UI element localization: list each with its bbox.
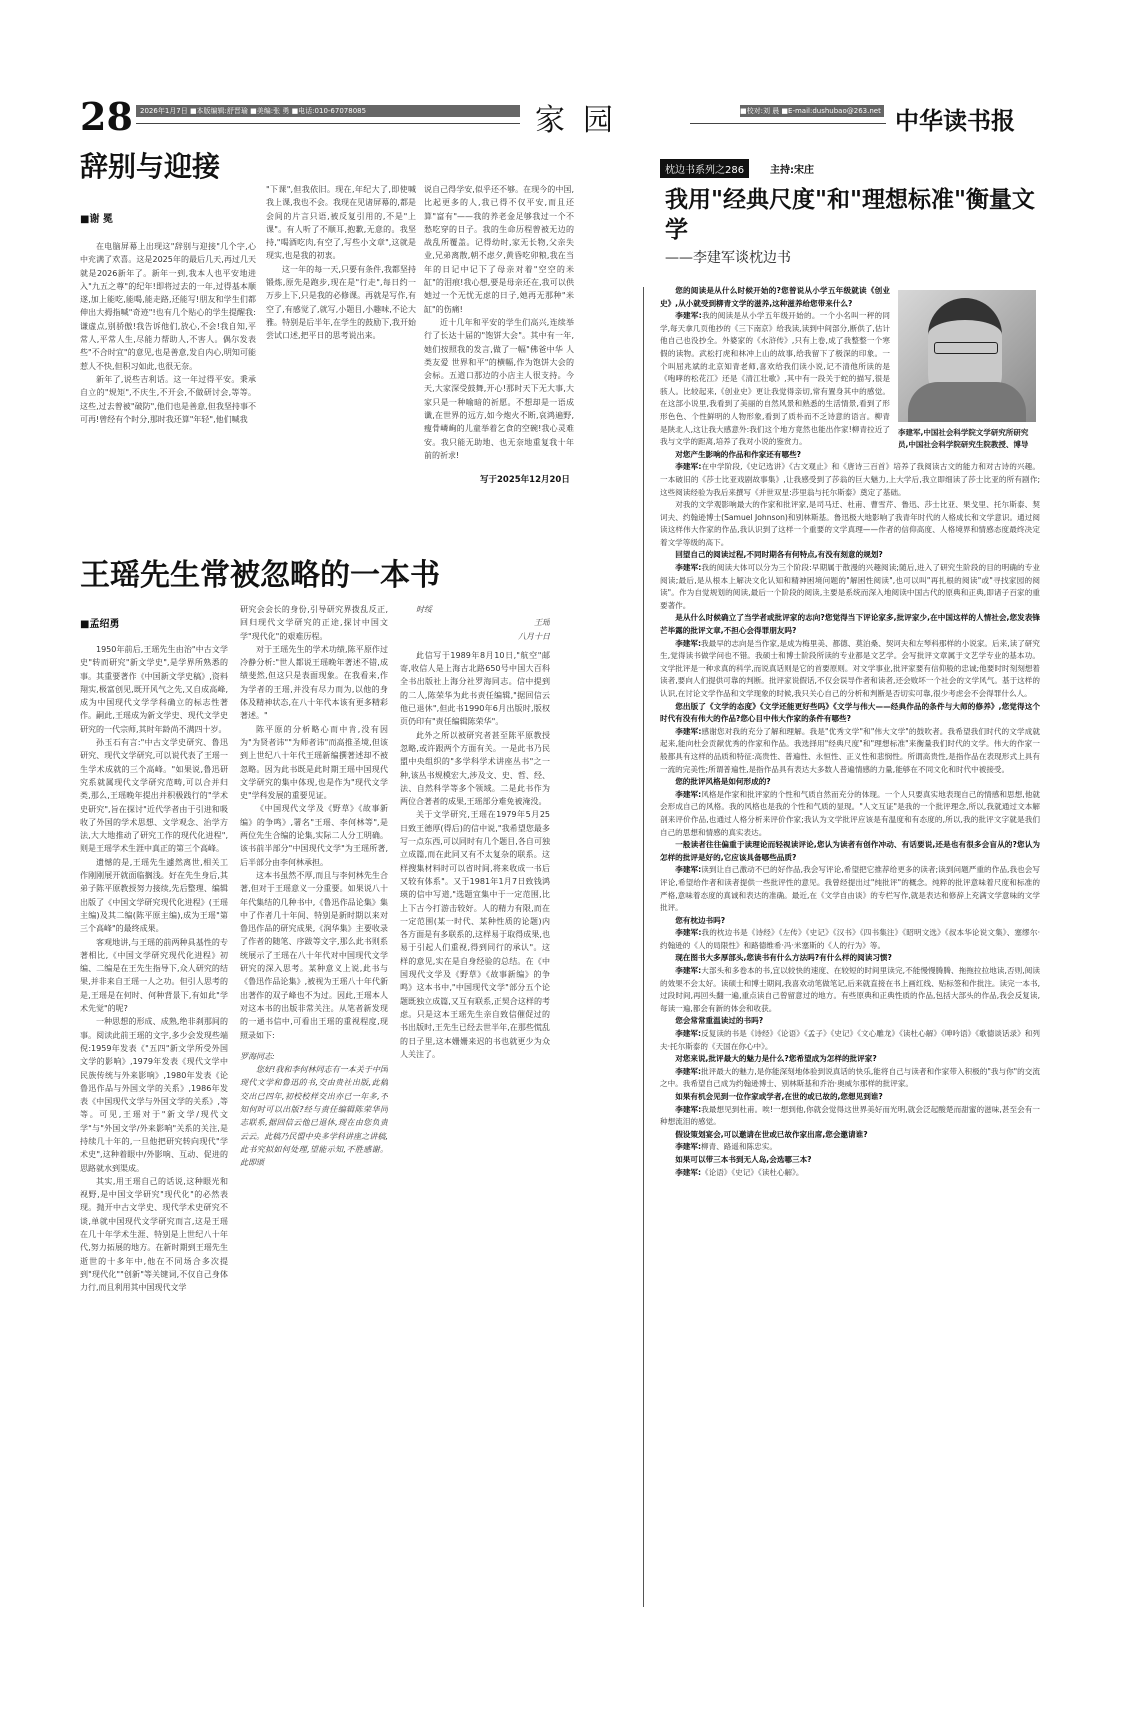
letter-date: 八月十日 (518, 631, 550, 641)
newspaper-page (80, 95, 1050, 1715)
paragraph: 说自己得学安,似乎还不够。在现今的中国,比起更多的人,我已得不仅平安,而且还算"富有"——我的养老金足够我过一个不愁吃穿的日子。我的生命历程曾被无边的战乱所覆盖。记得幼时,家无长物,父亲失业,兄弟离散,朝不虑夕,黄昏吃卯粮,我在当年的日记中记下了母亲对着"空空的米缸"的泪痕!我心想,要是母亲还在,我可以供她过一个无忧无虑的日子,她再无那种"米缸"的伤痛! (424, 185, 574, 314)
answer-text: 我的阅读大体可以分为三个阶段:早期属于散漫的兴趣阅读;随后,进入了研究生阶段的目的明确的专业阅读;最后,是从根本上解决文化认知和精神困境问题的"解困性阅读",也可以叫"再扎根的阅读"或"寻找家园的阅读"。作为自觉规划的阅读,最后一个阶段的阅读,主要是系统而深入地阅读中国古代的原典和正典,即诸子百家的重要著作。 (660, 563, 1040, 610)
article2-col1 (80, 643, 228, 1713)
paragraph: 近十几年和平安的学生们高兴,连续举行了长达十届的"饱饼大会"。其中有一年,她们按照我的发言,做了一幅"佛爸中华 人类友爱 世界和平"的横幅,作为饱饼大会的会标。五道口那边的小店主人很支持。今天,大家深受鼓舞,开心!那时天下无大事,大家只是一种喻暗的祈愿。不想却是一语成谶,在世界的远方,如今炮火不断,哀鸿遍野,瘦骨嶙峋的儿童举着乞食的空碗!我心灵难安。我只能无助地、也无奈地重复我十年前的祈求! (424, 317, 574, 460)
interview-question: 您会常常重温读过的书吗? (675, 1016, 764, 1026)
speaker-label: 李建军: (675, 928, 702, 938)
article1-signature: 写于2025年12月20日 (480, 475, 570, 485)
page-header (80, 95, 1050, 145)
paragraph: 其实,用王瑶自己的话说,这种眼光和视野,是中国文学研究"现代化"的必然表现。抛开中古文学史、现代学术史研究不谈,单就中国现代文学研究而言,这是王瑶在几十年学术生涯、特别是上世纪八十年代,努力拓展的地方。在新时期到王瑶先生逝世的十多年中,他在不同场合多次提到"现代化""创新"等关键词,不仅自己身体力行,而且利用其中国现代文学 (80, 1176, 228, 1293)
letter-salutation: 罗海同志: (240, 1051, 275, 1061)
speaker-label: 李建军: (675, 1142, 702, 1152)
article1-byline: ■谢 冕 (80, 214, 113, 225)
speaker-label: 李建军: (675, 1167, 702, 1177)
paragraph: 这本书虽然不厚,而且与李何林先生合著,但对于王瑶意义一分重要。如果说八十年代集结的几种书中,《鲁迅作品论集》集中了作者几十年间、特别是新时期以来对鲁迅作品的研究成果,《润华集》主要收录了作者的随笔、序跋等文字,那么此书则系统展示了王瑶在八十年代对中国现代文学研究的深入思考。某种意义上说,此书与《鲁迅作品论集》,被视为王瑶八十年代新出著作的双子峰也不为过。因此,王瑶本人对这本书的出版非常关注。从笔者新发现的一通书信中,可看出王瑶的重视程度,现照录如下: (240, 870, 388, 1040)
interview-answer (660, 562, 1040, 612)
interview-answer-continued: 对我的文学观影响最大的作家和批评家,是司马迁、杜甫、曹雪芹、鲁迅、莎士比亚、果戈里、托尔斯泰、契诃夫、约翰逊博士(Samuel Johnson)和别林斯基。鲁迅极大地影响了我青年时代的人格成长和文学意识。通过阅读这样伟大作家的作品,我认识到了这样一个重要的文学真理——作者的信仰高度、人格境界和情感态度最终决定着文学等级的高下。 (660, 500, 1040, 547)
speaker-label: 李建军: (675, 1104, 702, 1114)
interview-question: 您有枕边书吗? (675, 915, 726, 925)
paragraph: "下课",但我依旧。现在,年纪大了,即使喊我上课,我也不会。我现在见诸屏幕的,都是会间的片言只语,被反复引用的,不是"上课"。有人听了不顺耳,抱歉,无意的。我坚持,"喝酒吃肉,有空了,写些小文章",这就是现实,也是我的初衷。 (266, 185, 416, 261)
answer-text: 在中学阶段,《史记选讲》《古文观止》和《唐诗三百首》培养了我阅读古文的能力和对古诗的兴趣。一本破旧的《莎士比亚戏剧故事集》,让我感受到了莎翁的巨大魅力,上大学后,我立即细读了莎士比亚的所有剧作;这些阅读经验为我后来撰写《并世双星:莎里翁与托尔斯泰》奠定了基础。 (660, 462, 1040, 497)
interview-answer (660, 1066, 1040, 1091)
speaker-label: 李建军: (675, 1066, 702, 1076)
column-divider (643, 287, 644, 1607)
article3-title: 我用"经典尺度"和"理想标准"衡量文学 (665, 186, 1035, 243)
letter-sign: 王瑶 (534, 618, 550, 628)
speaker-label: 李建军: (675, 311, 702, 321)
paragraph: 遗憾的是,王瑶先生遽然离世,相关工作刚刚展开就面临搁浅。好在先生身后,其弟子陈平原教授努力接续,先后整理、编辑出版了《中国文学研究现代化进程》(王瑶主编)及其二编(陈平原主编),成为王瑶"第三个高峰"的最终成果。 (80, 857, 228, 934)
header-info-bar-right: ■校对:刘 晨 ■E-mail:dushubao@263.net (740, 105, 884, 117)
interview-answer (660, 1141, 1040, 1154)
interview-question: 一般读者往往偏重于读理论而轻视读评论,您认为读者有创作冲动、有话要说,还是也有很多会盲从的?您认为怎样的批评是好的,它应该具备哪些品质? (660, 840, 1040, 862)
article2-title: 王瑶先生常被忽略的一本书 (80, 558, 440, 593)
article2-byline: ■孟绍勇 (80, 619, 120, 630)
interview-question: 现在图书大多厚部头,您读书有什么方法吗?有什么样的阅读习惯? (675, 953, 892, 963)
host-label: 主持:宋庄 (770, 165, 814, 176)
interview-answer (660, 310, 890, 449)
answer-text: 我的阅读是从小学五年级开始的。一个小名叫一秤的同学,每天拿几页他抄的《三下南京》给我读,读到中间部分,断供了,估计他自己也没抄全。外婆家的《水浒传》,只有上卷,成了我整整一个寒假的读物。武松打虎和林冲上山的故事,给我留下了极深的印象。一个叫屈兆斌的北京知青老师,喜欢给我们读小说,记不清他所读的是《咆哮的松花江》还是《清江壮歌》,其中有一段关于蛇的描写,很是骇人。比较起来,《创业史》更让我觉得亲切,常有置身其中的感觉。在这部小说里,我看到了美丽的自然风景和熟悉的生活情景,看到了形形色色、个性鲜明的人物形象,看到了质朴而不乏诗意的语言。柳青是陕北人,这让我大感意外:我们这个地方竟然也能出作家!柳青拉近了我与文学的距离,培养了我对小说的鉴赏力。 (660, 311, 890, 447)
speaker-label: 李建军: (675, 865, 702, 875)
interview-question: 如果有机会见到一位作家或学者,在世的或已故的,您想见到谁? (675, 1092, 883, 1101)
interview-answer (660, 789, 1040, 839)
interview-answer (660, 1167, 1040, 1180)
article1-col3 (424, 183, 574, 461)
paragraph: 一种思想的形成、成熟,绝非刹那间的事。阅读此前王瑶的文字,多少会发现些端倪:1959年发表《"五四"新文学所受外国文学的影响》,1979年发表《现代文学中民族传统与外来影响》,1980年发表《论鲁迅作品与外国文学的关系》,1986年发表《中国现代文学与外国文学的关系》,等等。可见,王瑶对于"新文学/现代文学"与"外国文学/外来影响"关系的关注,是持续几十年的,一旦他把研究转向现代"学术史",这种着眼中/外影响、互动、促进的思路就水到渠成。 (80, 1017, 228, 1173)
interview-answer (660, 1028, 1040, 1053)
answer-text: 批评最大的魅力,是你能深刻地体验到说真话的快乐,能将自己与读者和作家带入积极的"我与你"的交流之中。我希望自己成为约翰逊博士、别林斯基和乔治·奥威尔那样的批评家。 (660, 1066, 1040, 1089)
answer-text: 《论语》《史记》《读杜心解》。 (701, 1167, 804, 1177)
interview-answer (660, 726, 1040, 776)
header-rule-left (136, 123, 520, 124)
interview-question: 您的阅读是从什么时候开始的?您曾说从小学五年级就读《创业史》,从小就受到柳青文学的滋养,这种滋养给您带来什么? (660, 286, 890, 308)
interview-question: 您出版了《文学的态度》《文学还能更好些吗》《文学与伟大——经典作品的条件与大师的修养》,您觉得这个时代有没有伟大的作品?您心目中伟大作家的条件有哪些? (660, 701, 1040, 724)
paragraph: 此外之所以被研究者甚至陈平原教授忽略,或许跟两个方面有关。一是此书乃民盟中央组织的"多学科学术讲座丛书"之一种,该丛书规模宏大,涉及文、史、哲、经、法、自然科学等多个领域。二是此书作为两位合著者的成果,王瑶部分难免被淹没。 (400, 730, 550, 807)
interview-answer (660, 927, 1040, 952)
article1-col1 (80, 240, 256, 500)
answer-text: 我最想见到杜甫。唉!一想到他,你就会觉得这世界美好而光明,就会泛起酸楚而甜蜜的滋味,甚至会有一种想流泪的感觉。 (660, 1104, 1040, 1127)
interview-answer (660, 864, 1040, 914)
article1-title: 辞别与迎接 (80, 150, 221, 183)
interview-question: 对您来说,批评最大的魅力是什么?您希望成为怎样的批评家? (675, 1054, 877, 1064)
answer-text: 读到让自己激动不已的好作品,我会写评论,希望把它推荐给更多的读者;读到问题严重的作品,我也会写评论,希望给作者和读者提供一些批评性的意见。我曾经提出过"纯批评"的概念。纯粹的批评意味着尺度和标准的严格,意味着态度的真诚和表达的准确。最近,在《文学自由谈》的专栏写作,就是表达和修辞上充满文学意味的文学批评。 (660, 865, 1040, 913)
paragraph: 关于文学研究,王瑶在1979年5月25日致王德厚(得后)的信中说,"我希望您最多写一点东西,可以同时有几个题目,各自可独立成篇,而在此同又有不太复杂的联系。这样搜集材料时可以省时间,将来收成一书后又较有体系"。又于1981年1月7日致钱鸿瑛的信中写道,"选题宜集中于一定范围,比上下古今打游击较好。人的精力有限,而在一定范围(某一时代、某种性质的论题)内各方面是有多联系的,这样易于取得成果,也易于引起人们重视,得到同行的承认"。这样的意见,实在是自身经验的总结。在《中国现代文学及《野草》《故事新编》的争鸣》这本书中,"中国现代文学"部分五个论题既独立成篇,又互有联系,正契合这样的考虑。只是这本王瑶先生亲自致信催促过的书出版时,王先生已经去世半年,在那些慌乱的日子里,这本姗姗来迟的书也就更少为众人关注了。 (400, 810, 550, 1059)
article1-col2 (266, 183, 416, 501)
paragraph: 在电脑屏幕上出现这"辞别与迎接"几个字,心中充满了欢喜。这是2025年的最后几天,再过几天就是2026新年了。新年一到,我本人也平安地进入"九五之尊"的纪年!即将过去的一年,过得基本顺遂,加上能吃,能喝,能走路,还能写!朋友和学生们都伸出大拇指喊"奇迹"!也有几个贴心的学生提醒我:谦虚点,别骄傲!我告诉他们,放心,不会!我自知,平常人,平常人生,尽能力帮助人,不害人。偶尔发表些"不合时宜"的意见,也是善意,发自内心,明知可能惹人不快,但积习如此,也很无奈。 (80, 242, 256, 371)
newspaper-logo: 中华读书报 (895, 106, 1015, 135)
interview-answer (660, 461, 1040, 499)
article2-col2 (240, 603, 388, 1713)
interview-question: 如果可以带三本书到无人岛,会选哪三本? (675, 1154, 812, 1164)
speaker-label: 李建军: (675, 638, 702, 648)
answer-text: 感谢您对我的充分了解和理解。我是"优秀文学"和"伟大文学"的鼓吹者。我希望我们时代的文学成就起来,能向杜会贡献优秀的作家和作品。我选择用"经典尺度"和"理想标准"来衡量我们时代的文学。伟大的作家一般都具有这样的品质和特征:高贵性、普遍性、永恒性、正义性和悲悯性。所谓高贵性,是指作品在表现形式上具有一流的完美性;所谓普遍性,是指作品具有表达大多数人普遍情感的力量,能够在不同文化和时代中被接受。 (660, 726, 1040, 774)
speaker-label: 李建军: (675, 1029, 702, 1039)
paragraph: 客观地讲,与王瑶的前两种具基性的专著相比,《中国文学研究现代化进程》初编、二编是在王先生指导下,众人研究的结果,并非来自王瑶一人之功。但引人思考的是,王瑶是在何时、何种背景下,有如此"学术先觉"的呢? (80, 937, 228, 1014)
interview-answer (660, 1104, 1040, 1129)
paragraph: 这一年的每一天,只要有条件,我都坚持锻炼,原先是跑步,现在是"行走",每日约一万步上下,只是我的必修课。再就是写作,有空了,有感觉了,就写,小题目,小趣味,不论大雅。特别是后半年,在学生的鼓励下,我开始尝试口述,把平日的思考说出来。 (266, 264, 416, 341)
interview-body (660, 285, 1040, 1179)
answer-text: 大部头和多卷本的书,宜以较快的速度、在较短的时间里读完,不能慢慢腾腾、拖拖拉拉地读,否则,阅读的效果不会太好。读硕士和博士期间,我喜欢动笔做笔记,后来就直接在书上画红线、贴标签和作批注。读完一本书,过段时间,再回头翻一遍,重点读自己曾留意过的地方。有些原典和正典性质的作品,包括大部头的作品,我会反复读,每读一遍,都会有新的体会和收获。 (660, 966, 1040, 1013)
interview-question: 对您产生影响的作品和作家还有哪些? (675, 449, 802, 459)
interview-answer (660, 965, 1040, 1015)
interview-question: 假设策划宴会,可以邀请在世或已故作家出席,您会邀请谁? (675, 1129, 868, 1139)
speaker-label: 李建军: (675, 563, 702, 573)
page-number: 28 (80, 94, 133, 139)
series-label: 枕边书系列之286 (660, 159, 749, 178)
interview-answer (660, 638, 1040, 701)
interview-question: 回望自己的阅读过程,不同时期各有何特点,有没有刻意的规划? (675, 550, 883, 560)
speaker-label: 李建军: (675, 966, 702, 976)
header-info-bar-left: 2026年1月7日 ■本版编辑:舒晋瑜 ■美编:张 勇 ■电话:010-67078085 (136, 105, 520, 117)
speaker-label: 李建军: (675, 726, 702, 736)
paragraph: 对于王瑶先生的学术功绩,陈平原作过冷静分析:"世人都说王瑶晚年著述不错,成绩斐然,但这只是表面现象。在我看来,作为学者的王瑶,并没有尽力而为,以他的身体及精神状态,在八十年代本该有更多精彩著述。" (240, 644, 388, 721)
header-rule-right (690, 123, 886, 124)
paragraph: 1950年前后,王瑶先生由治"中古文学史"转而研究"新文学史",是学界所熟悉的事。其重要著作《中国新文学史稿》,资料翔实,极富创见,既开风气之先,又自成高峰,成为中国现代文学学科确立的标志性著作。嗣此,王瑶成为新文学史、现代文学史研究的一代宗师,其时年龄尚不满四十岁。 (80, 645, 228, 734)
article3-subtitle: ——李建军谈枕边书 (665, 250, 791, 266)
interview-question: 是从什么时候确立了当学者或批评家的志向?您觉得当下评论家多,批评家少,在中国这样的人情社会,您发表锋芒毕露的批评文章,不担心会得罪朋友吗? (660, 613, 1040, 636)
answer-text: 柳青、路遥和陈忠实。 (701, 1142, 777, 1152)
answer-text: 我的枕边书是《诗经》《左传》《史记》《汉书》《四书集注》《昭明文选》《叔本华论说文集》、塞缪尔·约翰逊的《人的局限性》和路德维希·冯·米塞斯的《人的行为》等。 (660, 928, 1040, 950)
speaker-label: 李建军: (675, 789, 702, 799)
paragraph: 陈平原的分析略心而中肯,没有因为"为贤者讳""为师者讳"而高推圣境,但该到上世纪八十年代王瑶新编撰著述却不被忽略。因为此书既是此时期王瑶中国现代文学研究的集中体现,也是作为"现代文学史"学科发展的重要见证。 (240, 724, 388, 801)
answer-text: 风格是作家和批评家的个性和气质自然而充分的体现。一个人只要真实地表现自己的情感和思想,他就会形成自己的风格。我的风格也是我的个性和气质的显现。"人文互证"是我的一个批评理念,所以,我就通过文本解剖来评价作品,也通过人格分析来评价作家;我认为文学批评应该是有温度和有态度的,所以,我的批评文字就是我们自己的思想和情感的真实表达。 (660, 789, 1040, 837)
paragraph: 《中国现代文学及《野草》《故事新编》的争鸣》,署名"王瑶、李何林等",是两位先生合编的论集,实际二人分工明确。该书前半部分"中国现代文学"为王瑶所著,后半部分由李何林承担。 (240, 804, 388, 867)
speaker-label: 李建军: (675, 462, 702, 472)
portrait-caption: 李建军,中国社会科学院文学研究所研究员,中国社会科学院研究生院教授、博导 (898, 428, 1029, 449)
section-title: 家园 (535, 103, 631, 138)
paragraph: 此信写于1989年8月10日,"航空"邮寄,收信人是上海古北路650号中国大百科全书出版社上海分社罗海同志。信中提到的二人,陈荣华为此书责任编辑,"据回信云他已退休",但此书1990年6月出版时,版权页仍印有"责任编辑陈荣华"。 (400, 650, 550, 727)
paragraph: 孙玉石有言:"中古文学史研究、鲁迅研究、现代文学研究,可以说代表了王瑶一生学术成就的三个高峰。"如果说,鲁迅研究系就属现代文学研究范畴,可以合并归类,那么,王瑶晚年提出并积极践行的"学术史研究",旨在探讨"近代学者由于引进和吸收了外国的学术思想、文学观念、治学方法,大大地推动了研究工作的现代化进程",则是王瑶学术生涯中真正的第三个高峰。 (80, 738, 228, 854)
paragraph: 研究会会长的身份,引导研究界拨乱反正,回归现代文学研究的正途,探讨中国文学"现代化"的艰难历程。 (240, 605, 388, 641)
letter-body: 您好!我和李何林同志有一本关于中国现代文学和鲁迅的书,交由贵社出版,此稿交出已四年,初校校样交出亦已一年多,不知何时可以出版?经与责任编辑陈荣华同志联系,据回信云他已退休,现在由您负责云云。此稿乃民盟中央多学科讲座之讲稿,此书究拟如何处理,望能示知,不胜感谢。此即颂 (240, 1065, 388, 1168)
letter-closing: 时绥 (416, 605, 432, 614)
article2-col3 (400, 603, 550, 1713)
paragraph: 新年了,说些吉利话。这一年过得平安。秉承自立的"规矩",不庆生,不开会,不做研讨会,等等。这些,过去曾被"破防",他们也是善意,但我坚持事不可再!曾经有个时分,那时我还算"年轻",他们喊我 (80, 374, 256, 424)
interview-question: 您的批评风格是如何形成的? (675, 777, 771, 787)
answer-text: 我最早的志向是当作家,是成为梅里美、都德、莫泊桑、契诃夫和左琴科那样的小说家。后来,读了研究生,觉得读书做学问也不错。我硕士和博士阶段所读的专业都是文艺学。会写批评文章属于文艺学专业的基本功。文学批评是一种求真的科学,而说真话则是它的首要原则。对文学事业,批评家要有信仰般的忠诚;他要时时刻刻想着读者,要向人们提供可靠的判断。批评家说假话,不仅会误导作者和读者,还会败坏一个社会的文学风气。基于这样的认识,在讨论文学作品和文学现象的时候,我只关心自己的分析和判断是否切实可靠,很少考虑会不会得罪什么人。 (660, 638, 1040, 698)
answer-text: 反复读的书是《诗经》《论语》《孟子》《史记》《文心雕龙》《读杜心解》《呻吟语》《歌德谈话录》和列夫·托尔斯泰的《天国在你心中》。 (660, 1029, 1040, 1051)
